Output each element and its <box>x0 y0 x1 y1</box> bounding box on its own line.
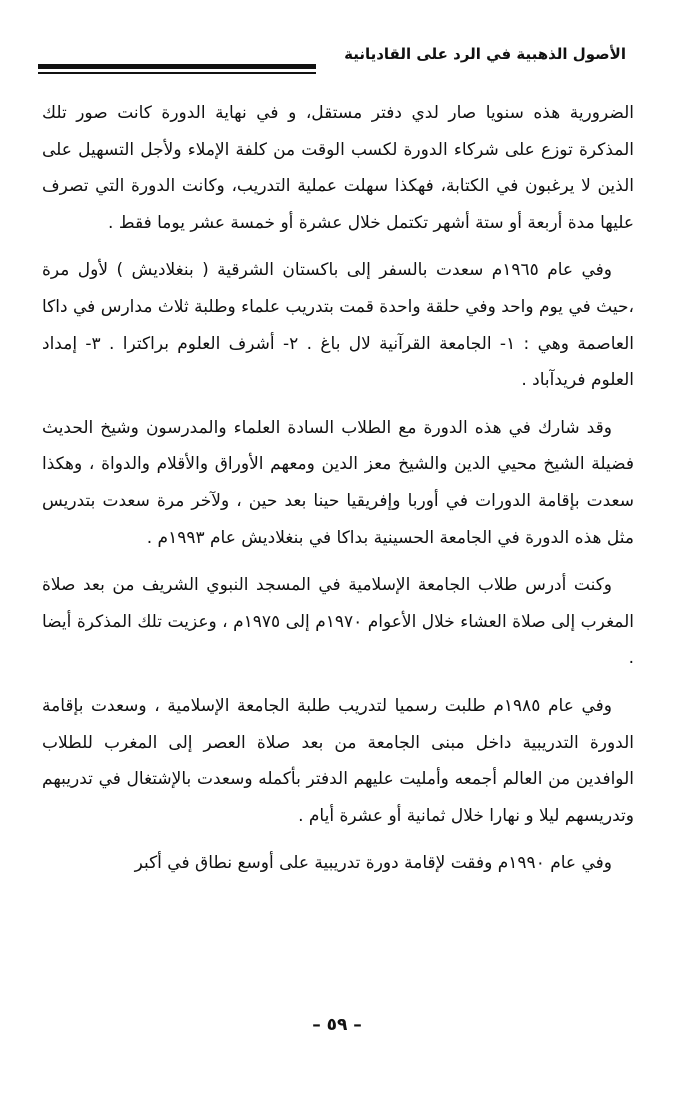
body-text <box>42 95 634 893</box>
paragraph-2: وفي عام ١٩٦٥م سعدت بالسفر إلى باكستان الشرقية ( بنغلاديش ) لأول مرة ،حيث في يوم واحد وفي حلقة واحدة قمت بتدريب علماء وطلبة ثلاث مدارس في داكا العاصمة وهي : ١- الجامعة القرآنية لال باغ . ٢- أشرف العلوم براكترا . ٣- إمداد العلوم فريدآباد . <box>42 260 634 391</box>
paragraph-4: وكنت أدرس طلاب الجامعة الإسلامية في المسجد النبوي الشريف من بعد صلاة المغرب إلى صلاة العشاء خلال الأعوام ١٩٧٠م إلى ١٩٧٥م ، وعزيت تلك المذكرة أيضا . <box>42 575 634 669</box>
paragraph-3: وقد شارك في هذه الدورة مع الطلاب السادة العلماء والمدرسون وشيخ الحديث فضيلة الشيخ محيي الدين والشيخ معز الدين ومعهم الأوراق والأقلام والدواة ، وهكذا سعدت بإقامة الدورات في أوربا وإفريقيا حينا بعد حين ، ولآخر مرة سعدت بتدريس مثل هذه الدورة في الجامعة الحسينية بداكا في بنغلاديش عام ١٩٩٣م . <box>42 417 634 548</box>
paragraph-6: وفي عام ١٩٩٠م وفقت لإقامة دورة تدريبية على أوسع نطاق في أكبر <box>134 853 612 874</box>
page-number: – ٥٩ – <box>312 1015 362 1035</box>
paragraph-5: وفي عام ١٩٨٥م طلبت رسميا لتدريب طلبة الجامعة الإسلامية ، وسعدت بإقامة الدورة التدريبية داخل مبنى الجامعة من بعد صلاة العصر إلى المغرب للطلاب الوافدين من العالم أجمعه وأمليت عليهم الدفتر بأكمله وسعدت بالإشتغال في تدريبهم وتدريسهم ليلا و نهارا خلال ثمانية أو عشرة أيام . <box>42 695 634 826</box>
paragraph-1: الضرورية هذه سنويا صار لدي دفتر مستقل، و في نهاية الدورة كانت صور تلك المذكرة توزع على شركاء الدورة لكسب الوقت من كلفة الإملاء ولأجل التسهيل على الذين لا يرغبون في الكتابة، فهكذا سهلت عملية التدريب، وكانت الدورة التي تصرف عليها مدة أربعة أو ستة أشهر تكتمل خلال عشرة أو خمسة عشر يوما فقط . <box>42 103 634 233</box>
header-rule-thick <box>38 64 316 69</box>
header-rule-thin <box>38 72 316 74</box>
running-head-title: الأصول الذهبية في الرد على القاديانية <box>344 45 626 63</box>
